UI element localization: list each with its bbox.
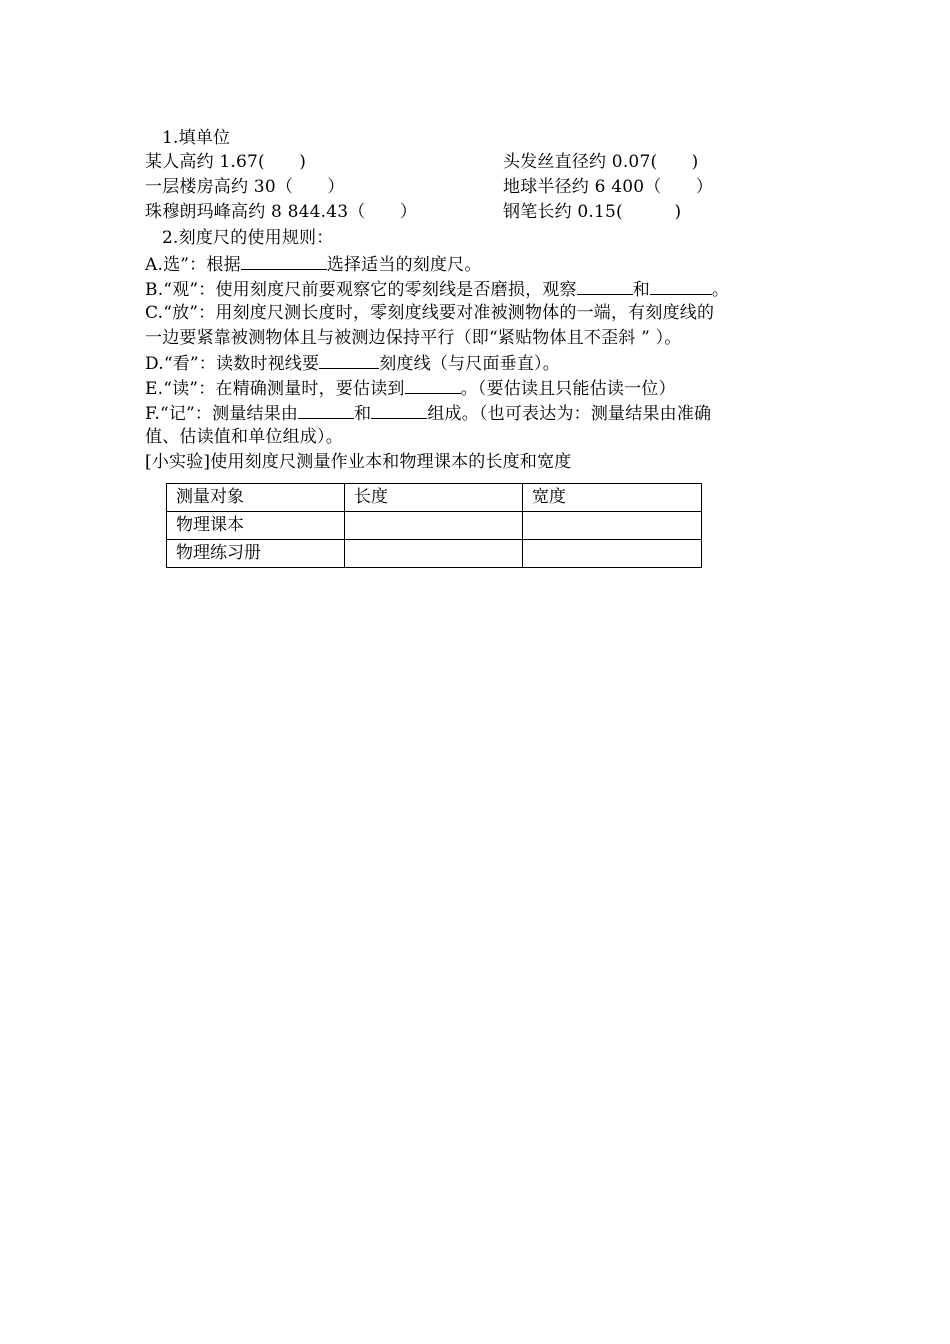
rule-b [145, 276, 729, 302]
rule-a-tail: 选择适当的刻度尺。 [326, 255, 482, 275]
rule-a-text: A.选”：根据 [145, 255, 241, 275]
rule-e [145, 375, 676, 401]
unit-item-everest: 珠穆朗玛峰高约 8 844.43（ ） [145, 202, 418, 222]
rule-e-tail: 。（要估读且只能估读一位） [460, 379, 676, 399]
section1-heading: 1.填单位 [162, 128, 231, 148]
rule-d-text: D.“看”：读数时视线要 [145, 354, 320, 374]
fill-blank [298, 400, 354, 419]
rule-f-tail: 组成。（也可表达为：测量结果由准确 [427, 404, 712, 424]
fill-blank [319, 350, 379, 369]
rule-e-text: E.“读”：在精确测量时，要估读到 [145, 379, 405, 399]
table-cell-object: 物理课本 [167, 512, 345, 540]
table-cell-length[interactable] [345, 540, 523, 568]
table-cell-width[interactable] [523, 540, 702, 568]
table-row [167, 512, 702, 540]
unit-item-building: 一层楼房高约 30（ ） [145, 177, 345, 197]
rule-d-tail: 刻度线（与尺面垂直）。 [379, 354, 560, 374]
rule-f-line1 [145, 400, 711, 426]
experiment-title: [小实验]使用刻度尺测量作业本和物理课本的长度和宽度 [145, 452, 572, 472]
rule-f-text: F.“记”：测量结果由 [145, 404, 299, 424]
rule-c-line1: C.“放”：用刻度尺测长度时，零刻度线要对准被测物体的一端，有刻度线的 [145, 303, 715, 323]
table-cell-width[interactable] [523, 512, 702, 540]
unit-item-height: 某人高约 1.67( ) [145, 152, 307, 172]
fill-blank [405, 375, 461, 394]
rule-a [145, 251, 482, 277]
unit-item-hair: 头发丝直径约 0.07( ) [503, 152, 699, 172]
unit-item-pen: 钢笔长约 0.15( ) [503, 202, 682, 222]
table-row [167, 540, 702, 568]
table-header-row [167, 484, 702, 512]
rule-b-text: B.“观”：使用刻度尺前要观察它的零刻线是否磨损，观察 [145, 280, 577, 300]
rule-b-mid: 和 [632, 280, 650, 300]
table-header-object: 测量对象 [167, 484, 345, 512]
measurement-table [166, 483, 702, 568]
rule-f-line2: 值、估读值和单位组成）。 [145, 427, 343, 447]
fill-blank [650, 276, 712, 295]
fill-blank [577, 276, 633, 295]
rule-b-tail: 。 [711, 280, 730, 300]
table-cell-object: 物理练习册 [167, 540, 345, 568]
table-header-length: 长度 [345, 484, 523, 512]
rule-d [145, 350, 560, 376]
rule-f-mid: 和 [354, 404, 372, 424]
section2-heading: 2.刻度尺的使用规则： [162, 228, 334, 248]
rule-c-line2: 一边要紧靠被测物体且与被测边保持平行（即“紧贴物体且不歪斜 ” ）。 [145, 328, 682, 348]
fill-blank [241, 251, 327, 270]
table-cell-length[interactable] [345, 512, 523, 540]
unit-item-earth: 地球半径约 6 400（ ） [503, 177, 714, 197]
fill-blank [371, 400, 427, 419]
table-header-width: 宽度 [523, 484, 702, 512]
